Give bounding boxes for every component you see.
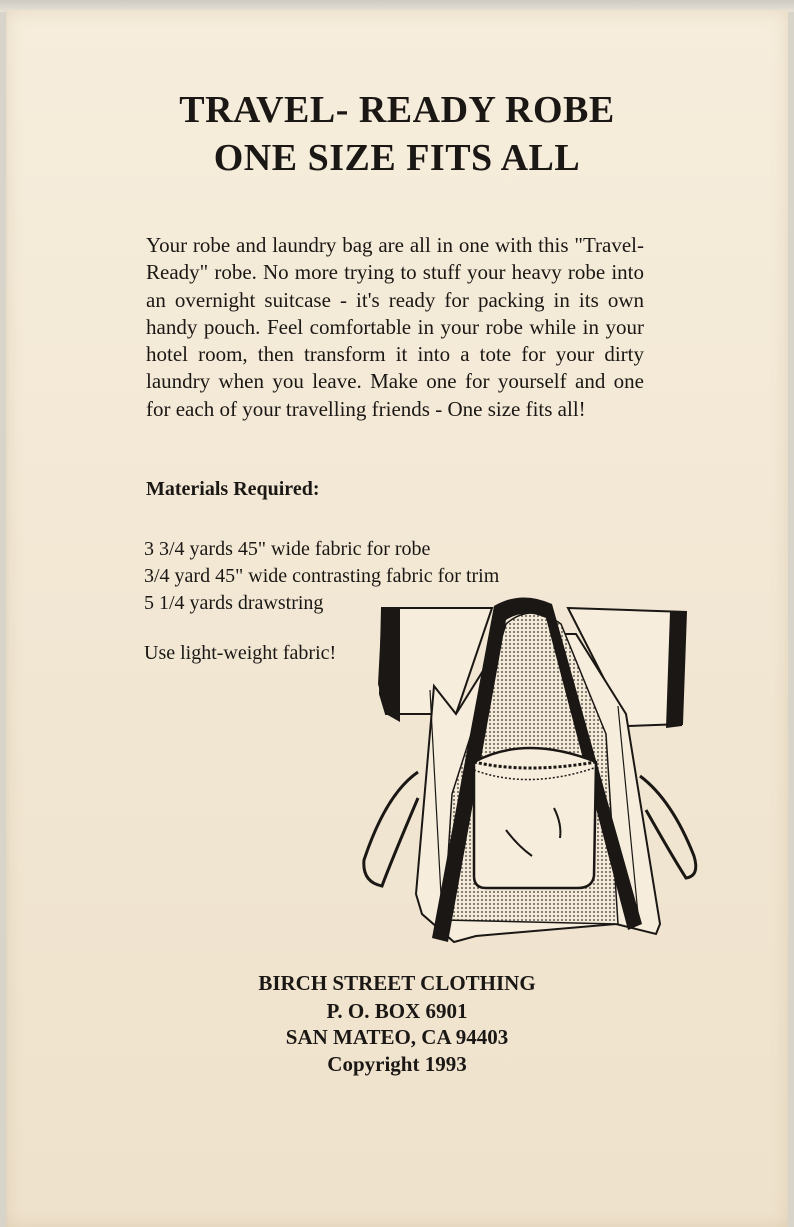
fabric-note: Use light-weight fabric! (144, 642, 337, 664)
intro-paragraph: Your robe and laundry bag are all in one with this "Travel-Ready" robe. No more trying to stuff your heavy robe into an overnight suitcase - it's ready for packing in its own handy pouch. Feel comfortable in your robe while in your hotel room, then transform it into a tote for your dirty laundry when you leave. Make one for yourself and one for each of your travelling friends - One size fits all! (146, 233, 644, 421)
title-line-2: ONE SIZE FITS ALL (213, 137, 581, 179)
robe-illustration (356, 594, 702, 946)
po-box: P. O. BOX 6901 (326, 999, 468, 1023)
title-line-1: TRAVEL- READY ROBE (179, 89, 615, 131)
material-item-trim-fabric: 3/4 yard 45" wide contrasting fabric for trim (144, 565, 500, 587)
material-item-robe-fabric: 3 3/4 yards 45" wide fabric for robe (144, 538, 431, 560)
company-name: BIRCH STREET CLOTHING (258, 971, 536, 995)
copyright: Copyright 1993 (327, 1052, 467, 1076)
city-address: SAN MATEO, CA 94403 (285, 1025, 509, 1049)
materials-heading: Materials Required: (146, 478, 320, 500)
material-item-drawstring: 5 1/4 yards drawstring (144, 592, 324, 614)
